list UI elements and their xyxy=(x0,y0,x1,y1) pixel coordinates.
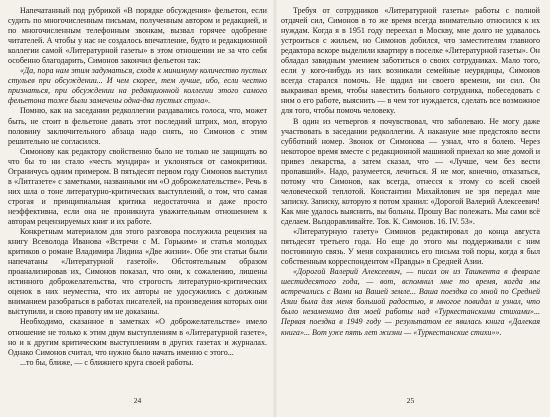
body-paragraph: Напечатанный под рубрикой «В порядке обсуждения» фельетон, если судить по многочисленным письмам, полученным автором и редакцией, и по многочисленным телефонным звонкам, вызвал горячее одобрение читателей. А чтобы у нас не создалось впечатление, будто и редакционной коллегии самой «Литературной газеты» в этом отношении не за что себя особенно благодарить, Симонов закончил фельетон так: xyxy=(8,6,267,66)
body-paragraph: Необходимо, сказанное в заметках «О доброжелательстве» имело отношение не только к этим двум выступлениям в «Литературной газете», но и к другим критическим выступлениям в других газетах и журналах. Однако Симонов считал, что нужно было начать именно с этого... xyxy=(8,317,267,357)
quote-paragraph: «Да, пора нам этим задуматься, сходя к минимуму количество пустых стульев при обсуждении... И чем скорее, тем лучше, ибо, если честно признаться, при обсуждении на редакционной коллегии этого самого фельетона тоже были замечены одна-два пустых стула». xyxy=(8,66,267,106)
body-paragraph: В один из четвергов я почувствовал, что заболеваю. Не могу даже участвовать в заседании редколлегии. А накануне мне предстояло вести субботний номер. Звонок от Симонова — узнал, что я болею. Через некоторое время вместе с редакционной машиной приехал ко мне домой и привез лекарства, а затем сказал, что — «Лучше, чем без вести пропавший». Надо, разумеется, лечиться. Я не мог, конечно, отказаться, потому что Симонов, как всегда, отнесся к этому со всей своей человеческой теплотой. Константин Михайлович не зря передал мне записку. Записку, которую я потом хранил: «Дорогой Валерий Алексеевич! Как мне удалось выяснить, вы больны. Прошу Вас полежать. Мы сами всё сделаем. Выздоравливайте. Тов. К. Симонов. 16. IV. 53». xyxy=(281,116,540,226)
body-paragraph: ...то бы, ближе, — с ближнего круга своей работы. xyxy=(20,357,194,367)
left-page-body xyxy=(8,6,267,368)
page-number-right: 25 xyxy=(406,396,415,405)
body-paragraph: «Литературную газету» Симонов редактировал до конца августа пятьдесят третьего года. Но еще до этого мы поддерживали с ним постоянную связь. У меня сохранились его письма той поры, когда я был собственным корреспондентом «Правды» в Средней Азии. xyxy=(281,227,540,267)
right-page xyxy=(281,6,540,406)
left-page xyxy=(8,6,267,406)
body-paragraph: Помню, как на заседании редколлегии раздавались голоса, что, может быть, не стоит в фельетоне давать этот последний штрих, мол, вторую половину заключительного абзаца надо снять, но Симонов с этим решительно не согласился. xyxy=(8,106,267,146)
body-paragraph: Требуя от сотрудников «Литературной газеты» работы с полной отдачей сил, Симонов в то же время всегда внимательно относился к их нуждам. Когда я в 1951 году переехал в Москву, мне долго не удавалось устроиться с жильем, но Симонов добился, что заместителям главного редактора вскоре выделили квартиру в поселке «Литературной газеты». Он обладал завидным умением заботиться о своих сотрудниках. Мало того, если у кого-нибудь из них возникали семейные неурядицы, Симонов всегда старался помочь. Не щадил ни своего времени, ни сил. Он выкраивал время, чтобы навестить больного сотрудника, побеседовать с ним о его работе, выяснить — в чем тот нуждается, сделать все возможное для того, чтобы помочь человеку. xyxy=(281,6,540,116)
quote-paragraph: «Дорогой Валерий Алексеевич, — писал он из Ташкента в феврале шестидесятого года, — вот, вспомнил мне то время, когда мы встречались с Вами на Вашей земле... Ваша поездка со мной по Средней Азии была для меня большой радостью, я многое повидал и узнал, что было незаменимо для моей работы над «Туркестанскими стихами»... Первая поездка в 1949 году — результатом ее явилась книга «Далекая книга»... Вот уже пять лет жизни — «Туркестанские стихи»». xyxy=(281,267,540,337)
page-gutter xyxy=(273,0,277,417)
page-number-left: 24 xyxy=(133,396,142,405)
body-paragraph: Конкретным материалом для этого разговора послужила рецензия на книгу Всеволода Иванова «Встречи с М. Горьким» и статья молодых критиков о романе Владимира Лидина «Две жизни». Обе эти статьи были напечатаны «Литературной газетой». Обстоятельным образом проанализировав их, Симонов показал, что они, к сожалению, лишены истинного доброжелательства, что строгость литературно-критических оценок в них неуместна, что их авторы не удосужились с должным вниманием разобраться в работах писателей, на произведения которых они выступили, и свою правоту им не доказаны. xyxy=(8,227,267,317)
right-page-body xyxy=(281,6,540,338)
body-paragraph: Симонову как редактору свойственно было не только не защищать во что бы то ни стало «честь мундира» и уклоняться от самокритики. Ограничусь одним примером. В пятьдесят первом году Симонов выступил в «Литгазете» с заметками, названными им «О доброжелательстве». Речь в них шла о тоне литературно-критических выступлений, о том, что самая строгая и принципиальная критика недостаточна и даже просто неэффективна, если она не проникнута уважительным отношением к авторам рецензируемых книг и их работе. xyxy=(8,146,267,226)
